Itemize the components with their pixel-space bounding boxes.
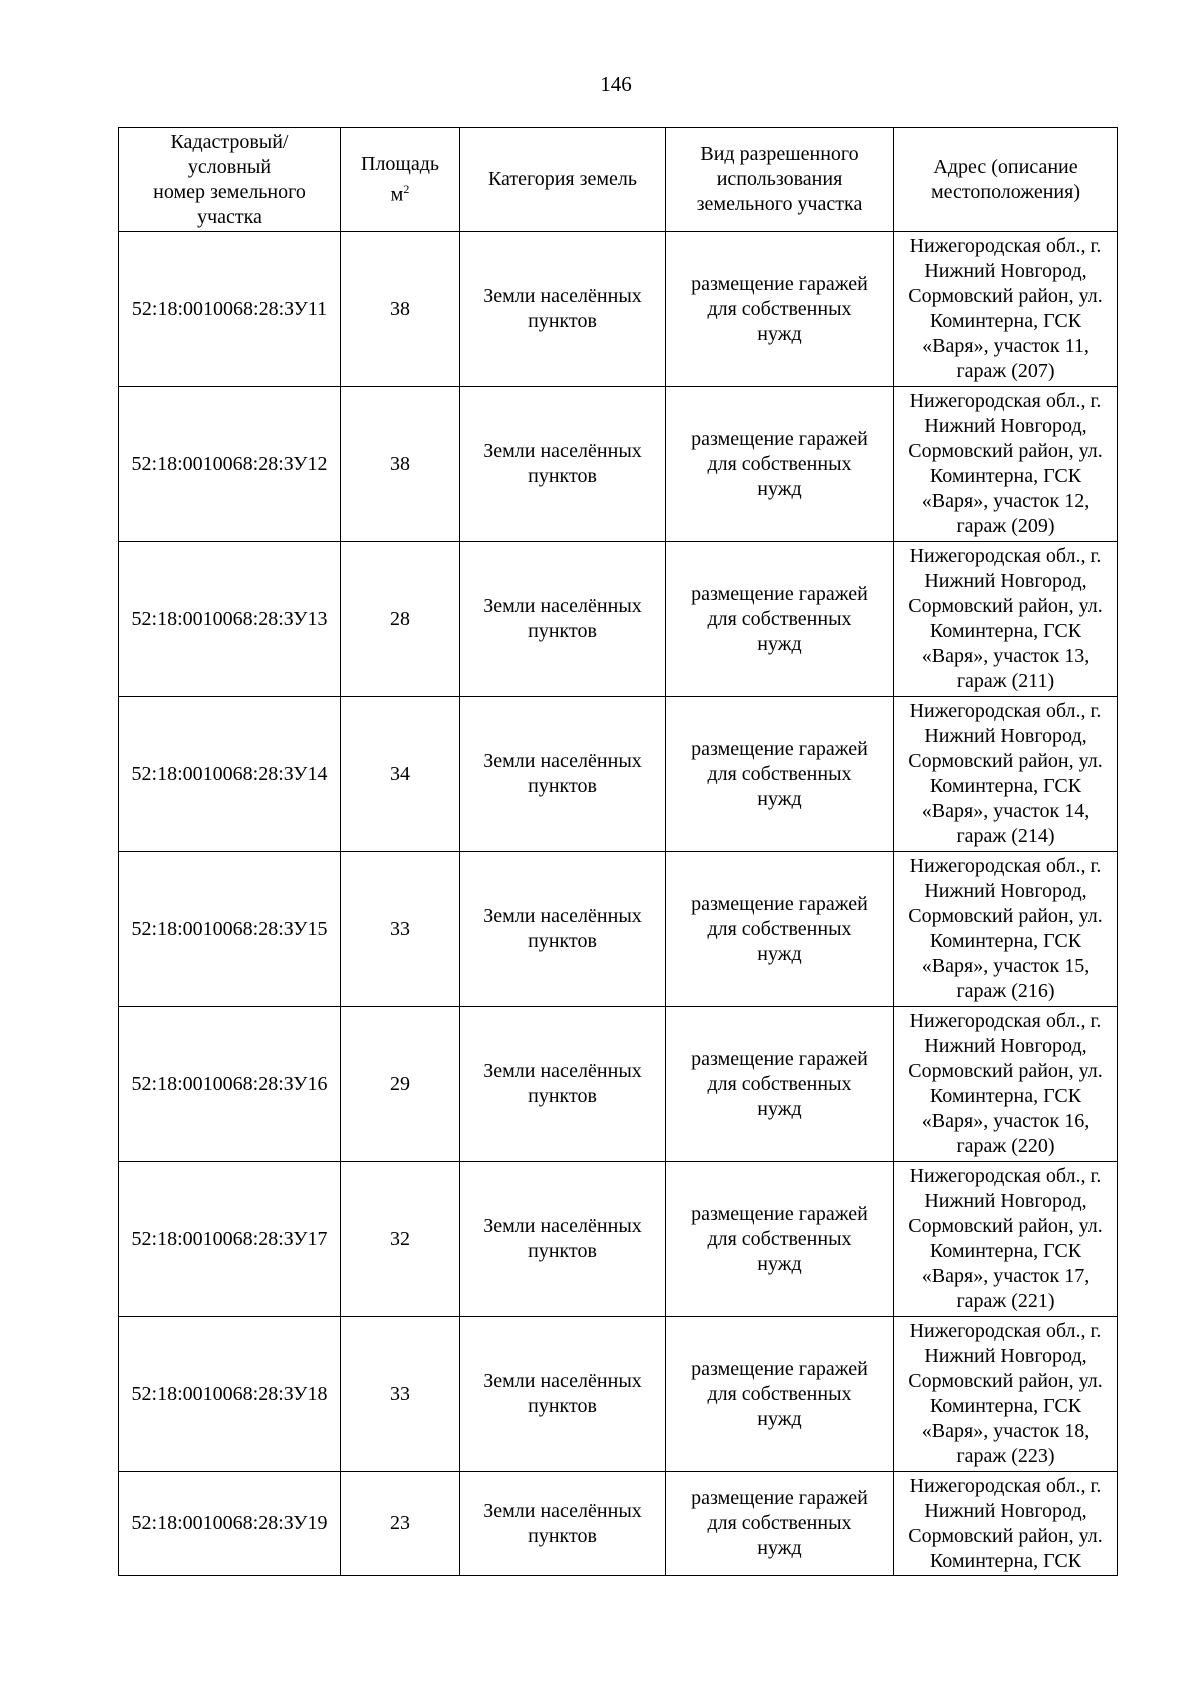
cell-category: Земли населённых пунктов: [460, 1472, 666, 1576]
table-row: [119, 1472, 1118, 1576]
land-plots-table: [118, 127, 1118, 1576]
cell-address: Нижегородская обл., г. Нижний Новгород, Сормовский район, ул. Коминтерна, ГСК «Варя», участок 12, гараж (209): [894, 387, 1118, 542]
cell-area: 34: [341, 697, 460, 852]
table-body: [119, 232, 1118, 1576]
cell-category: Земли населённых пунктов: [460, 852, 666, 1007]
cell-category: Земли населённых пунктов: [460, 697, 666, 852]
cell-cadastral: 52:18:0010068:28:ЗУ15: [119, 852, 341, 1007]
table-row: [119, 232, 1118, 387]
cell-address: Нижегородская обл., г. Нижний Новгород, Сормовский район, ул. Коминтерна, ГСК «Варя», участок 17, гараж (221): [894, 1162, 1118, 1317]
cell-address: Нижегородская обл., г. Нижний Новгород, Сормовский район, ул. Коминтерна, ГСК: [894, 1472, 1118, 1576]
cell-address: Нижегородская обл., г. Нижний Новгород, Сормовский район, ул. Коминтерна, ГСК «Варя», участок 15, гараж (216): [894, 852, 1118, 1007]
cell-area: 38: [341, 232, 460, 387]
cell-category: Земли населённых пунктов: [460, 232, 666, 387]
cell-usage: размещение гаражей для собственных нужд: [666, 232, 894, 387]
cell-usage: размещение гаражей для собственных нужд: [666, 1007, 894, 1162]
cell-category: Земли населённых пунктов: [460, 387, 666, 542]
cell-cadastral: 52:18:0010068:28:ЗУ12: [119, 387, 341, 542]
cell-category: Земли населённых пунктов: [460, 1162, 666, 1317]
cell-category: Земли населённых пунктов: [460, 542, 666, 697]
header-category: Категория земель: [460, 128, 666, 232]
header-area: Площадь $м^2$: [341, 128, 460, 232]
cell-address: Нижегородская обл., г. Нижний Новгород, Сормовский район, ул. Коминтерна, ГСК «Варя», участок 14, гараж (214): [894, 697, 1118, 852]
cell-cadastral: 52:18:0010068:28:ЗУ13: [119, 542, 341, 697]
cell-area: 33: [341, 1317, 460, 1472]
cell-cadastral: 52:18:0010068:28:ЗУ19: [119, 1472, 341, 1576]
cell-area: 28: [341, 542, 460, 697]
cell-usage: размещение гаражей для собственных нужд: [666, 1162, 894, 1317]
cell-cadastral: 52:18:0010068:28:ЗУ16: [119, 1007, 341, 1162]
table-row: [119, 1317, 1118, 1472]
cell-area: 23: [341, 1472, 460, 1576]
cell-category: Земли населённых пунктов: [460, 1317, 666, 1472]
header-address: Адрес (описание местоположения): [894, 128, 1118, 232]
cell-cadastral: 52:18:0010068:28:ЗУ14: [119, 697, 341, 852]
cell-area: 33: [341, 852, 460, 1007]
cell-usage: размещение гаражей для собственных нужд: [666, 1472, 894, 1576]
table-header-row: [119, 128, 1118, 232]
cell-usage: размещение гаражей для собственных нужд: [666, 387, 894, 542]
cell-cadastral: 52:18:0010068:28:ЗУ17: [119, 1162, 341, 1317]
cell-area: 29: [341, 1007, 460, 1162]
page-number: 146: [600, 72, 632, 96]
cell-address: Нижегородская обл., г. Нижний Новгород, Сормовский район, ул. Коминтерна, ГСК «Варя», участок 16, гараж (220): [894, 1007, 1118, 1162]
cell-usage: размещение гаражей для собственных нужд: [666, 1317, 894, 1472]
table-row: [119, 1007, 1118, 1162]
cell-cadastral: 52:18:0010068:28:ЗУ11: [119, 232, 341, 387]
table-row: [119, 697, 1118, 852]
table-row: [119, 542, 1118, 697]
cell-address: Нижегородская обл., г. Нижний Новгород, Сормовский район, ул. Коминтерна, ГСК «Варя», участок 18, гараж (223): [894, 1317, 1118, 1472]
cell-address: Нижегородская обл., г. Нижний Новгород, Сормовский район, ул. Коминтерна, ГСК «Варя», участок 11, гараж (207): [894, 232, 1118, 387]
table-row: [119, 387, 1118, 542]
table-row: [119, 852, 1118, 1007]
cell-area: 32: [341, 1162, 460, 1317]
table-row: [119, 1162, 1118, 1317]
cell-usage: размещение гаражей для собственных нужд: [666, 542, 894, 697]
cell-address: Нижегородская обл., г. Нижний Новгород, Сормовский район, ул. Коминтерна, ГСК «Варя», участок 13, гараж (211): [894, 542, 1118, 697]
cell-usage: размещение гаражей для собственных нужд: [666, 852, 894, 1007]
cell-area: 38: [341, 387, 460, 542]
cell-category: Земли населённых пунктов: [460, 1007, 666, 1162]
cell-usage: размещение гаражей для собственных нужд: [666, 697, 894, 852]
header-usage: Вид разрешенного использования земельного участка: [666, 128, 894, 232]
header-cadastral: Кадастровый/ условный номер земельного участка: [119, 128, 341, 232]
cell-cadastral: 52:18:0010068:28:ЗУ18: [119, 1317, 341, 1472]
